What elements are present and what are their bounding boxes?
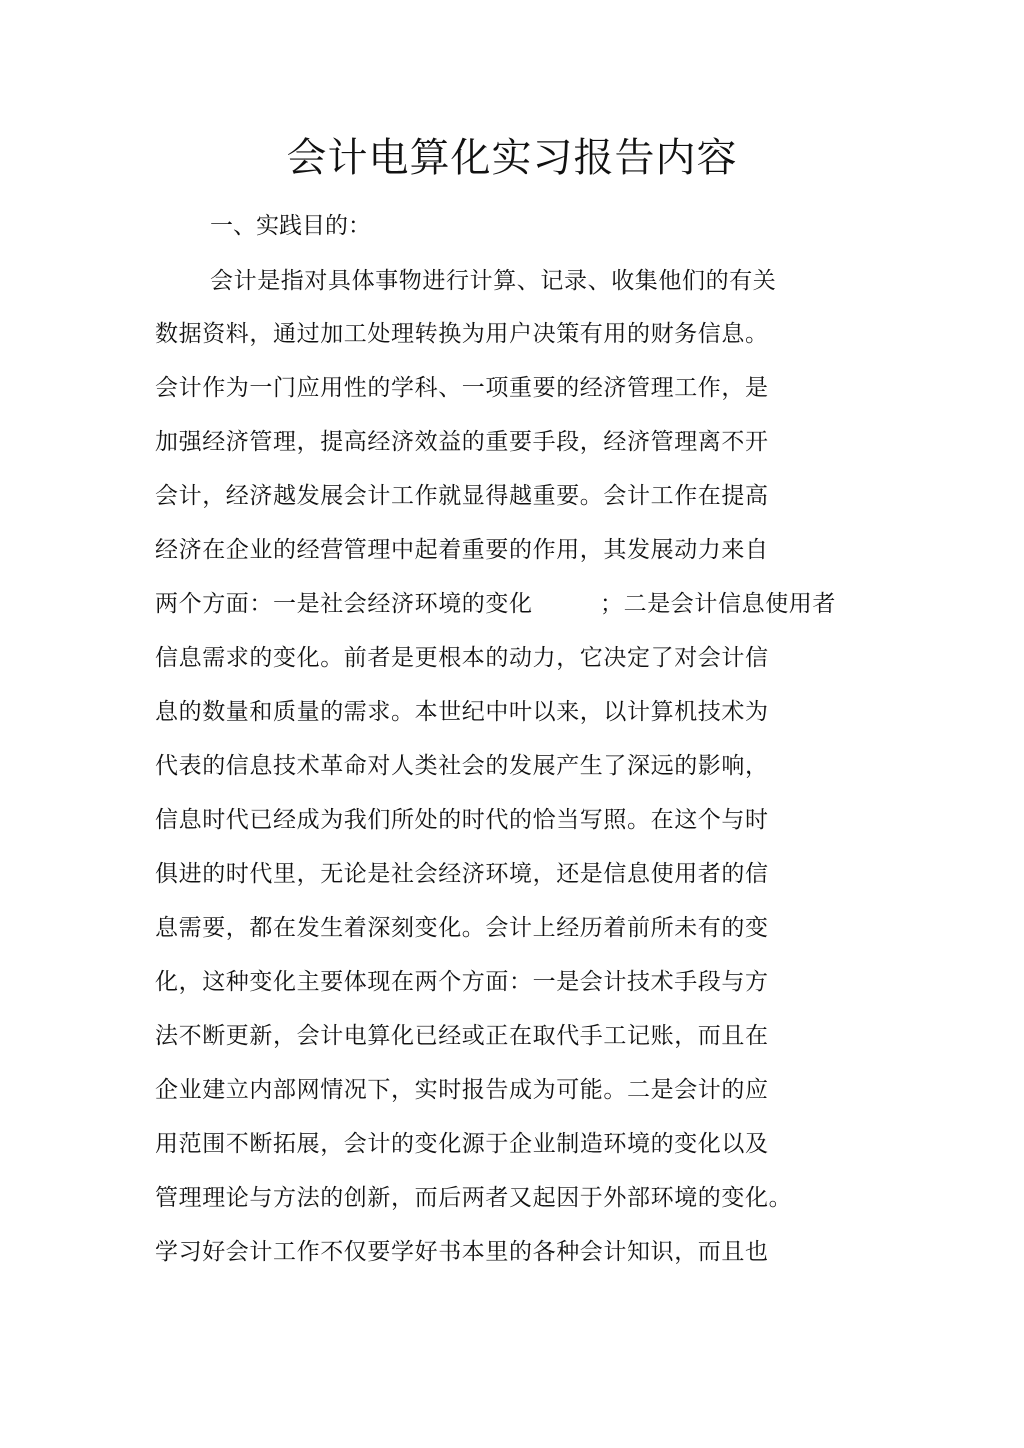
body-line-3: 会计作为一门应用性的学科、一项重要的经济管理工作，是 [155,375,769,401]
body-line-15: 法不断更新，会计电算化已经或正在取代手工记账，而且在 [155,1023,769,1049]
section-heading: 一、实践目的： [210,213,371,239]
body-line-11: 信息时代已经成为我们所处的时代的恰当写照。在这个与时 [155,807,769,833]
body-line-6: 经济在企业的经营管理中起着重要的作用，其发展动力来自 [155,537,769,563]
body-line-19: 学习好会计工作不仅要学好书本里的各种会计知识，而且也 [155,1239,769,1265]
body-line-2: 数据资料，通过加工处理转换为用户决策有用的财务信息。 [155,321,769,347]
body-line-7a: 两个方面：一是社会经济环境的变化 [155,591,533,617]
body-line-13: 息需要，都在发生着深刻变化。会计上经历着前所未有的变 [155,915,769,941]
body-line-12: 俱进的时代里，无论是社会经济环境，还是信息使用者的信 [155,861,769,887]
body-line-7b: ；二是会计信息使用者 [600,591,836,617]
body-line-1: 会计是指对具体事物进行计算、记录、收集他们的有关 [210,268,777,294]
body-line-4: 加强经济管理，提高经济效益的重要手段，经济管理离不开 [155,429,769,455]
body-line-8: 信息需求的变化。前者是更根本的动力，它决定了对会计信 [155,645,769,671]
body-line-18: 管理理论与方法的创新，而后两者又起因于外部环境的变化。 [155,1185,793,1211]
body-line-5: 会计，经济越发展会计工作就显得越重要。会计工作在提高 [155,483,769,509]
body-line-16: 企业建立内部网情况下，实时报告成为可能。二是会计的应 [155,1077,769,1103]
body-line-17: 用范围不断拓展，会计的变化源于企业制造环境的变化以及 [155,1131,769,1157]
body-line-10: 代表的信息技术革命对人类社会的发展产生了深远的影响， [155,753,769,779]
document-title: 会计电算化实习报告内容 [286,135,738,181]
body-line-9: 息的数量和质量的需求。本世纪中叶以来，以计算机技术为 [155,699,769,725]
body-line-14: 化，这种变化主要体现在两个方面：一是会计技术手段与方 [155,969,769,995]
